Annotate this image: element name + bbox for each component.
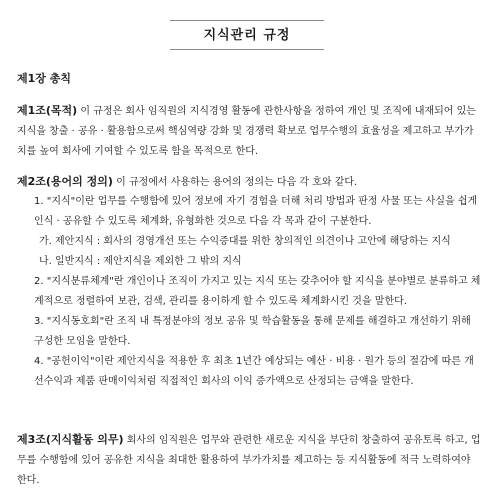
article-2-definitions <box>17 192 483 392</box>
definition-item: 3. "지식동호회"란 조직 내 특정분야의 정보 공유 및 학습활동을 통해 문제를 해결하고 개선하기 위해 구성한 모임을 말한다. <box>34 316 471 347</box>
article-1 <box>17 101 483 162</box>
title-top-rule <box>170 20 324 21</box>
article-1-heading: 제1조(목적) <box>17 104 78 117</box>
title-bottom-rule <box>170 49 324 50</box>
document-title: 지식관리 규정 <box>203 28 291 43</box>
definition-item: 1. "지식"이란 업무를 수행함에 있어 정보에 자기 경험을 더해 처리 방법과 판정 사물 또는 사실을 쉽게 인식 · 공유할 수 있도록 체계화, 유형화한 것으로 다음 각 목과 같이 구분한다. <box>34 196 478 227</box>
definition-subitem: 가. 제안지식 : 회사의 경영개선 또는 수익증대를 위한 창의적인 의견이나 고안에 해당하는 지식 <box>39 236 451 247</box>
chapter-heading: 제1장 총칙 <box>17 72 71 85</box>
article-1-body: 이 규정은 회사 임직원의 지식경영 활동에 관한사항을 정하여 개인 및 조직에 내재되어 있는 지식을 창출 · 공유 · 활용함으로써 핵심역량 강화 및 경쟁력 확보로 업무수행의 효율성을 제고하고 부가가치를 높여 회사에 기여할 수 있도록 함을 목적으로 한다. <box>17 106 476 157</box>
article-2-heading: 제2조(용어의 정의) <box>17 175 113 188</box>
article-2 <box>17 172 483 193</box>
article-2-body: 이 규정에서 사용하는 용어의 정의는 다음 각 호와 같다. <box>116 177 358 188</box>
article-3-heading: 제3조(지식활동 의무) <box>17 433 124 446</box>
article-3 <box>17 430 483 491</box>
definition-item: 4. "공헌이익"이란 제안지식을 적용한 후 최초 1년간 예상되는 예산 · 비용 · 원가 등의 절감에 따른 개선수익과 제품 판매이익처럼 직접적인 회사의 이익 증가액으로 산정되는 금액을 말한다. <box>34 356 474 387</box>
article-3-body: 회사의 임직원은 업무와 관련한 새로운 지식을 부단히 창출하여 공유토록 하고, 업무를 수행함에 있어 공유한 지식을 최대한 활용하여 부가가치를 제고하는 등 지식활동에 적극 노력하여야 한다. <box>17 435 481 486</box>
definition-subitem: 나. 일반지식 : 제안지식을 제외한 그 밖의 지식 <box>39 256 242 267</box>
definition-item: 2. "지식분류체계"란 개인이나 조직이 가지고 있는 지식 또는 갖추어야 할 지식을 분야별로 분류하고 체계적으로 정렬하여 보관, 검색, 관리를 용이하게 할 수 있도록 체계화시킨 것을 말한다. <box>34 276 481 307</box>
